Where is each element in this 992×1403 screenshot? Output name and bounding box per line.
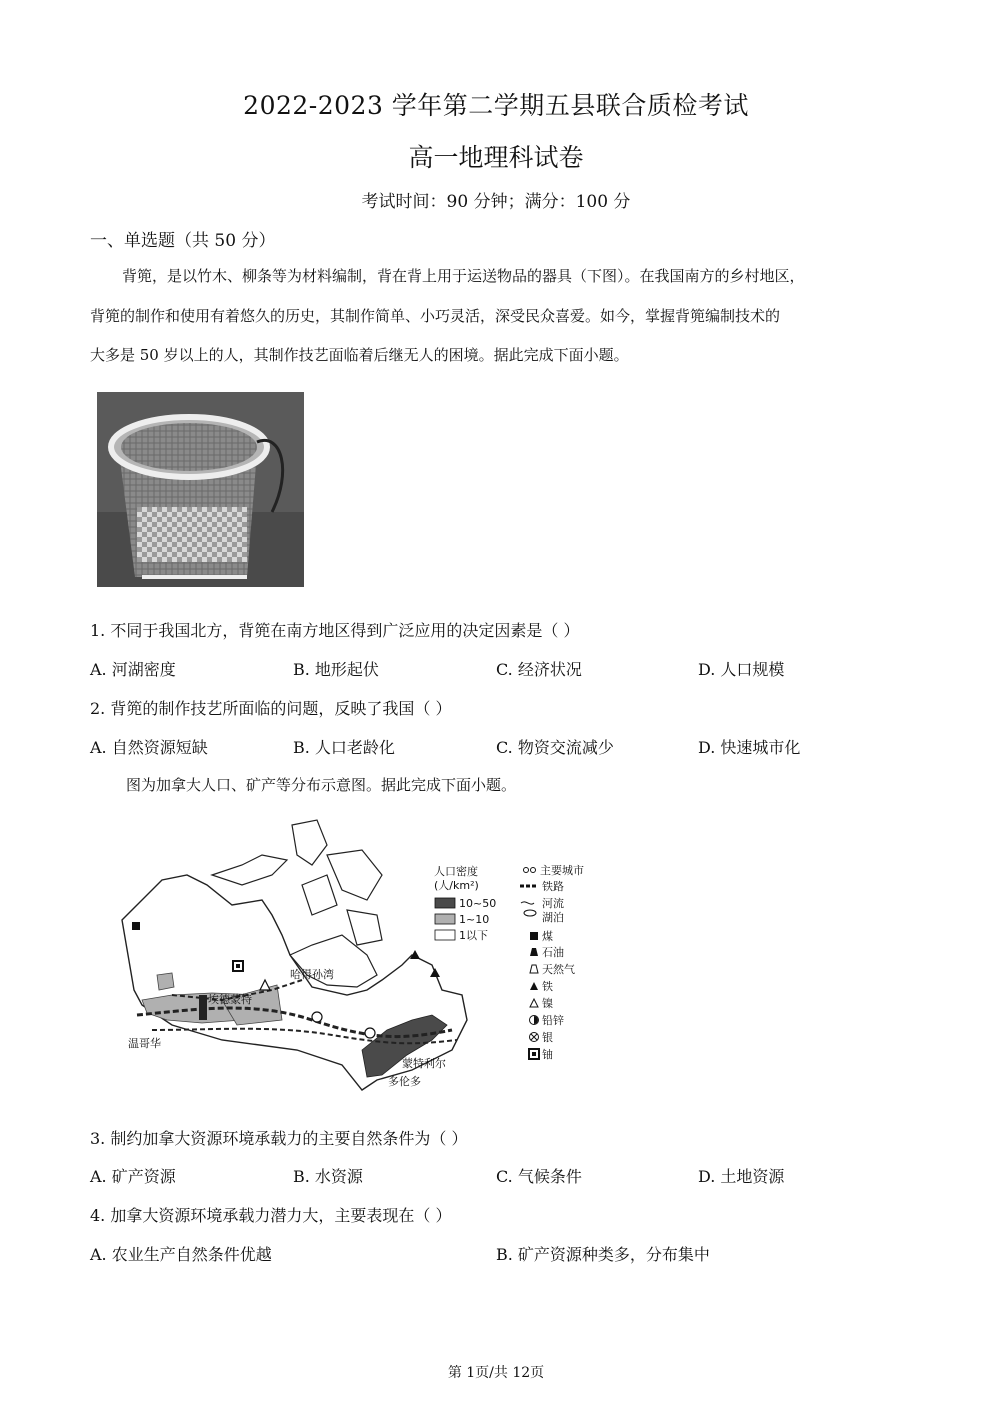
option-a[interactable]: A. 河湖密度: [90, 660, 176, 679]
passage-line: 大多是 50 岁以上的人，其制作技艺面临着后继无人的困境。据此完成下面小题。: [90, 346, 629, 364]
legend-density: 1以下: [459, 929, 488, 942]
place-label: 埃德蒙特: [208, 993, 252, 1006]
passage-line: 背篼，是以竹木、柳条等为材料编制，背在背上用于运送物品的器具（下图）。在我国南方的乡村地区，: [122, 267, 805, 285]
option-b[interactable]: B. 矿产资源种类多，分布集中: [496, 1245, 710, 1264]
section-heading: 一、单选题（共 50 分）: [90, 231, 276, 251]
legend-symbol: 镍: [542, 997, 553, 1010]
legend-symbol: 铁: [542, 980, 553, 993]
option-d[interactable]: D. 土地资源: [698, 1167, 785, 1186]
passage-line: 背篼的制作和使用有着悠久的历史，其制作简单、小巧灵活，深受民众喜爱。如今，掌握背篼编制技术的: [90, 307, 781, 325]
page-footer: 第 1页/共 12页: [447, 1365, 545, 1381]
exam-subtitle: 高一地理科试卷: [408, 143, 584, 172]
option-d[interactable]: D. 人口规模: [698, 660, 785, 679]
option-b[interactable]: B. 人口老龄化: [293, 738, 395, 757]
legend-symbol: 铅锌: [542, 1014, 564, 1027]
option-c[interactable]: C. 经济状况: [496, 660, 582, 679]
place-label: 温哥华: [128, 1037, 161, 1050]
place-label: 哈得孙湾: [290, 968, 334, 981]
exam-title: 2022-2023 学年第二学期五县联合质检考试: [243, 91, 749, 120]
question-stem: 3. 制约加拿大资源环境承载力的主要自然条件为（ ）: [90, 1129, 468, 1148]
place-label: 蒙特利尔: [402, 1057, 446, 1070]
option-d[interactable]: D. 快速城市化: [698, 738, 801, 757]
map-intro: 图为加拿大人口、矿产等分布示意图。据此完成下面小题。: [126, 776, 517, 794]
question-stem: 4. 加拿大资源环境承载力潜力大，主要表现在（ ）: [90, 1206, 452, 1225]
legend-symbol: 石油: [542, 946, 564, 959]
legend-symbol: 铀: [542, 1048, 553, 1061]
legend-density: 10~50: [459, 897, 497, 910]
option-c[interactable]: C. 气候条件: [496, 1167, 582, 1186]
legend-symbol: 天然气: [542, 963, 575, 976]
question-stem: 1. 不同于我国北方，背篼在南方地区得到广泛应用的决定因素是（ ）: [90, 621, 580, 640]
legend-symbol: 铁路: [542, 880, 564, 893]
legend-symbol: 河流: [542, 897, 564, 910]
legend-density: 1~10: [459, 913, 490, 926]
option-b[interactable]: B. 水资源: [293, 1167, 363, 1186]
option-b[interactable]: B. 地形起伏: [293, 660, 379, 679]
basket-photo: [97, 392, 304, 587]
legend-title: 人口密度: [434, 865, 478, 878]
place-label: 多伦多: [388, 1075, 421, 1088]
legend-symbol: 煤: [542, 930, 553, 943]
option-a[interactable]: A. 农业生产自然条件优越: [90, 1245, 272, 1264]
option-a[interactable]: A. 矿产资源: [90, 1167, 176, 1186]
canada-map: [112, 815, 607, 1105]
option-a[interactable]: A. 自然资源短缺: [90, 738, 208, 757]
legend-symbol: 主要城市: [540, 864, 584, 877]
legend-unit: (人/km²): [434, 879, 479, 892]
legend-symbol: 银: [542, 1031, 553, 1044]
option-c[interactable]: C. 物资交流减少: [496, 738, 614, 757]
legend-symbol: 湖泊: [542, 911, 564, 924]
exam-info: 考试时间：90 分钟；满分：100 分: [361, 192, 631, 212]
question-stem: 2. 背篼的制作技艺所面临的问题，反映了我国（ ）: [90, 699, 452, 718]
